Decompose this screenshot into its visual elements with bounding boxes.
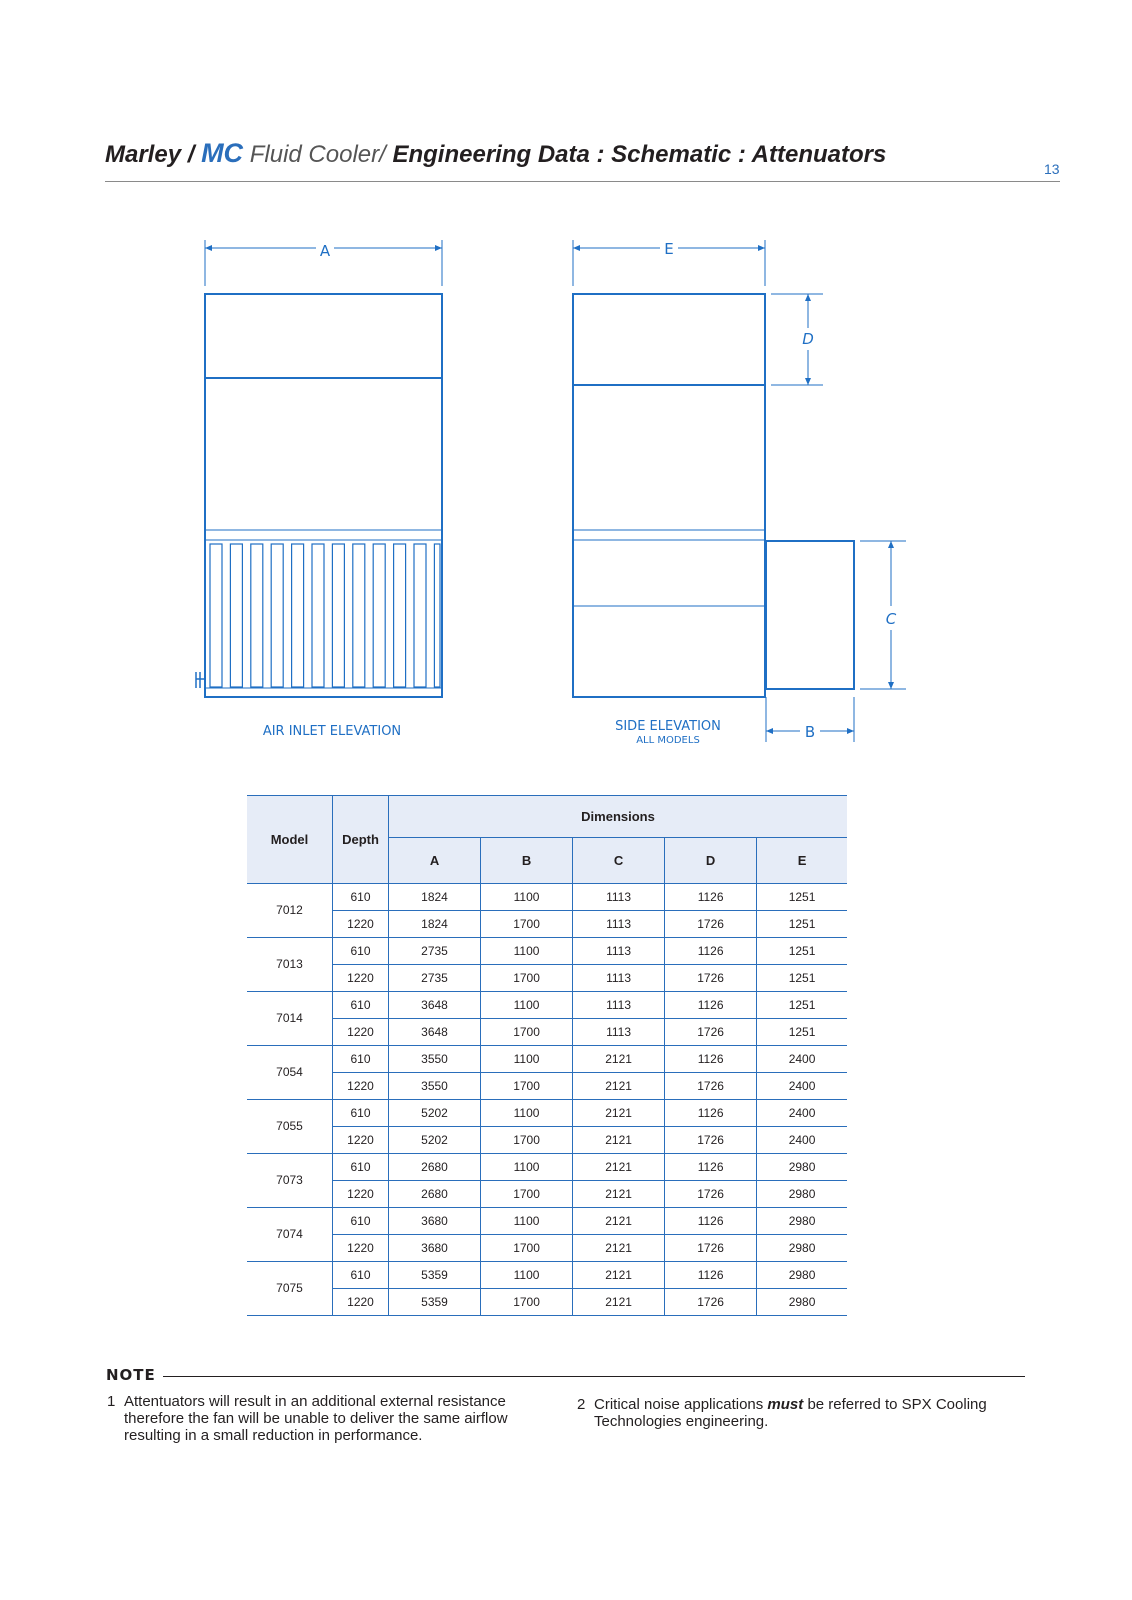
dim-e-cell: 1251 [757, 884, 847, 911]
dim-e-cell: 2400 [757, 1126, 847, 1153]
dim-a-cell: 5202 [389, 1126, 481, 1153]
air-inlet-elevation-label: AIR INLET ELEVATION [262, 724, 402, 739]
col-a: A [389, 838, 481, 883]
side-elevation-label: SIDE ELEVATION [615, 719, 721, 734]
model-cell: 7012 [247, 884, 333, 938]
table-row [247, 964, 847, 991]
dim-c-cell: 1113 [573, 884, 665, 911]
dim-d-cell: 1126 [665, 1045, 757, 1072]
depth-cell: 1220 [333, 1180, 389, 1207]
dim-c-cell: 2121 [573, 1261, 665, 1288]
dim-e-cell: 2400 [757, 1072, 847, 1099]
col-model: Model [247, 796, 333, 883]
dim-d-cell: 1126 [665, 1153, 757, 1180]
dimension-d-label: D [802, 330, 814, 348]
dim-b-cell: 1700 [481, 1234, 573, 1261]
depth-cell: 1220 [333, 1288, 389, 1315]
dim-c-cell: 2121 [573, 1234, 665, 1261]
louver-slat [332, 544, 344, 687]
dim-e-cell: 1251 [757, 937, 847, 964]
model-cell: 7074 [247, 1207, 333, 1261]
dim-c-cell: 1113 [573, 964, 665, 991]
louver-slat [353, 544, 365, 687]
dim-a-cell: 3648 [389, 1018, 481, 1045]
col-c: C [573, 838, 665, 883]
dim-e-cell: 1251 [757, 964, 847, 991]
dim-b-cell: 1100 [481, 1099, 573, 1126]
dim-a-cell: 2680 [389, 1180, 481, 1207]
model-cell: 7054 [247, 1045, 333, 1099]
dimensions-table [247, 795, 847, 1316]
depth-cell: 1220 [333, 964, 389, 991]
side-elevation-sublabel: ALL MODELS [636, 735, 700, 746]
dim-d-cell: 1726 [665, 1072, 757, 1099]
dim-e-cell: 2980 [757, 1288, 847, 1315]
dim-c-cell: 2121 [573, 1288, 665, 1315]
louver-slat [434, 544, 440, 687]
dim-d-cell: 1126 [665, 937, 757, 964]
dim-b-cell: 1700 [481, 1072, 573, 1099]
dim-c-cell: 2121 [573, 1207, 665, 1234]
note-heading: NOTE [106, 1366, 156, 1384]
dim-a-cell: 2735 [389, 964, 481, 991]
note-1-line-2: therefore the fan will be unable to deliver the same airflow [124, 1410, 508, 1427]
dim-a-cell: 1824 [389, 884, 481, 911]
dimension-e-label: E [664, 240, 674, 258]
dimension-b-label: B [804, 723, 816, 741]
depth-cell: 610 [333, 1207, 389, 1234]
louver-slat [292, 544, 304, 687]
model-cell: 7014 [247, 991, 333, 1045]
table-row [247, 1180, 847, 1207]
depth-cell: 610 [333, 1153, 389, 1180]
dim-b-cell: 1100 [481, 1045, 573, 1072]
table-row [247, 1045, 847, 1072]
dim-a-cell: 5359 [389, 1288, 481, 1315]
dim-a-cell: 3550 [389, 1045, 481, 1072]
dimensions-table-body [247, 884, 847, 1316]
dim-c-cell: 1113 [573, 937, 665, 964]
table-row [247, 1099, 847, 1126]
dim-e-cell: 1251 [757, 991, 847, 1018]
dim-e-cell: 2400 [757, 1099, 847, 1126]
louver-slat [210, 544, 222, 687]
table-row [247, 910, 847, 937]
louver-slat [373, 544, 385, 687]
table-row [247, 1288, 847, 1315]
depth-cell: 610 [333, 1099, 389, 1126]
header-separator: / [187, 141, 195, 168]
dim-a-cell: 5202 [389, 1099, 481, 1126]
depth-cell: 1220 [333, 1234, 389, 1261]
table-row [247, 1126, 847, 1153]
air-inlet-elevation [196, 240, 442, 697]
dim-b-cell: 1100 [481, 1207, 573, 1234]
depth-cell: 610 [333, 1045, 389, 1072]
louver-slat [414, 544, 426, 687]
dim-e-cell: 2980 [757, 1180, 847, 1207]
note-2-number: 2 [577, 1396, 586, 1413]
model-cell: 7013 [247, 937, 333, 991]
table-row [247, 1072, 847, 1099]
note-1-line-3: resulting in a small reduction in performance. [124, 1427, 423, 1444]
dim-e-cell: 2980 [757, 1207, 847, 1234]
table-row [247, 1234, 847, 1261]
section-title: Engineering Data : Schematic : Attenuators [392, 141, 887, 168]
note-2-line-1 [594, 1396, 987, 1413]
louver-slat [230, 544, 242, 687]
dim-b-cell: 1700 [481, 964, 573, 991]
dim-c-cell: 1113 [573, 910, 665, 937]
dim-e-cell: 1251 [757, 1018, 847, 1045]
dim-c-cell: 2121 [573, 1072, 665, 1099]
dimension-c-label: C [885, 610, 897, 628]
dim-e-cell: 2980 [757, 1261, 847, 1288]
dim-b-cell: 1100 [481, 1153, 573, 1180]
depth-cell: 1220 [333, 1072, 389, 1099]
depth-cell: 1220 [333, 910, 389, 937]
col-b: B [481, 838, 573, 883]
dim-d-cell: 1126 [665, 1099, 757, 1126]
dim-b-cell: 1700 [481, 1288, 573, 1315]
dim-b-cell: 1700 [481, 1018, 573, 1045]
dim-d-cell: 1726 [665, 910, 757, 937]
dim-d-cell: 1726 [665, 1234, 757, 1261]
dim-d-cell: 1726 [665, 1018, 757, 1045]
louver-slat [312, 544, 324, 687]
col-e: E [757, 838, 847, 883]
dim-b-cell: 1700 [481, 1126, 573, 1153]
note-2-post: be referred to SPX Cooling [807, 1396, 987, 1413]
table-row [247, 991, 847, 1018]
table-row [247, 1153, 847, 1180]
dim-a-cell: 3550 [389, 1072, 481, 1099]
dim-a-cell: 1824 [389, 910, 481, 937]
louver-slat [271, 544, 283, 687]
col-depth: Depth [333, 796, 389, 883]
side-elevation [573, 240, 906, 742]
dim-e-cell: 2980 [757, 1153, 847, 1180]
depth-cell: 610 [333, 884, 389, 911]
dim-d-cell: 1726 [665, 1180, 757, 1207]
brand-name: Marley [105, 141, 182, 168]
depth-cell: 610 [333, 1261, 389, 1288]
col-dimensions: Dimensions [389, 796, 848, 838]
note-1-number: 1 [107, 1393, 116, 1410]
dim-a-cell: 2680 [389, 1153, 481, 1180]
dim-d-cell: 1726 [665, 1288, 757, 1315]
product-code: MC [201, 138, 244, 168]
dim-d-cell: 1126 [665, 1207, 757, 1234]
depth-cell: 610 [333, 991, 389, 1018]
product-suffix: Fluid Cooler [249, 141, 380, 168]
note-2-line-2: Technologies engineering. [594, 1413, 769, 1430]
dim-b-cell: 1100 [481, 884, 573, 911]
dim-b-cell: 1700 [481, 910, 573, 937]
dim-d-cell: 1726 [665, 1126, 757, 1153]
dim-e-cell: 2400 [757, 1045, 847, 1072]
dim-e-cell: 2980 [757, 1234, 847, 1261]
depth-cell: 610 [333, 937, 389, 964]
dim-d-cell: 1126 [665, 1261, 757, 1288]
dim-c-cell: 1113 [573, 1018, 665, 1045]
table-row [247, 937, 847, 964]
note-rule [163, 1376, 1025, 1377]
model-cell: 7073 [247, 1153, 333, 1207]
note-1-line-1: Attentuators will result in an additional external resistance [124, 1393, 506, 1410]
depth-cell: 1220 [333, 1126, 389, 1153]
dim-a-cell: 5359 [389, 1261, 481, 1288]
dim-c-cell: 2121 [573, 1153, 665, 1180]
table-row [247, 1261, 847, 1288]
dim-a-cell: 3680 [389, 1234, 481, 1261]
dim-d-cell: 1126 [665, 884, 757, 911]
header-separator-2: / [379, 141, 386, 168]
dim-b-cell: 1100 [481, 937, 573, 964]
dim-e-cell: 1251 [757, 910, 847, 937]
dim-a-cell: 2735 [389, 937, 481, 964]
dim-c-cell: 2121 [573, 1126, 665, 1153]
note-2-pre: Critical noise applications [594, 1396, 764, 1413]
louver-slat [394, 544, 406, 687]
dim-a-cell: 3648 [389, 991, 481, 1018]
dim-c-cell: 2121 [573, 1045, 665, 1072]
dim-b-cell: 1100 [481, 1261, 573, 1288]
note-2-emphasis: must [767, 1396, 804, 1413]
dim-c-cell: 2121 [573, 1099, 665, 1126]
dim-c-cell: 2121 [573, 1180, 665, 1207]
table-row [247, 884, 847, 911]
dim-b-cell: 1100 [481, 991, 573, 1018]
dim-c-cell: 1113 [573, 991, 665, 1018]
model-cell: 7055 [247, 1099, 333, 1153]
schematic-drawing [0, 0, 1132, 760]
dim-d-cell: 1726 [665, 964, 757, 991]
table-row [247, 1018, 847, 1045]
dimension-a-label: A [319, 242, 331, 260]
depth-cell: 1220 [333, 1018, 389, 1045]
col-d: D [665, 838, 757, 883]
dim-d-cell: 1126 [665, 991, 757, 1018]
page-number: 13 [1044, 161, 1060, 177]
dim-b-cell: 1700 [481, 1180, 573, 1207]
louver-slat [251, 544, 263, 687]
model-cell: 7075 [247, 1261, 333, 1315]
table-row [247, 1207, 847, 1234]
dim-a-cell: 3680 [389, 1207, 481, 1234]
